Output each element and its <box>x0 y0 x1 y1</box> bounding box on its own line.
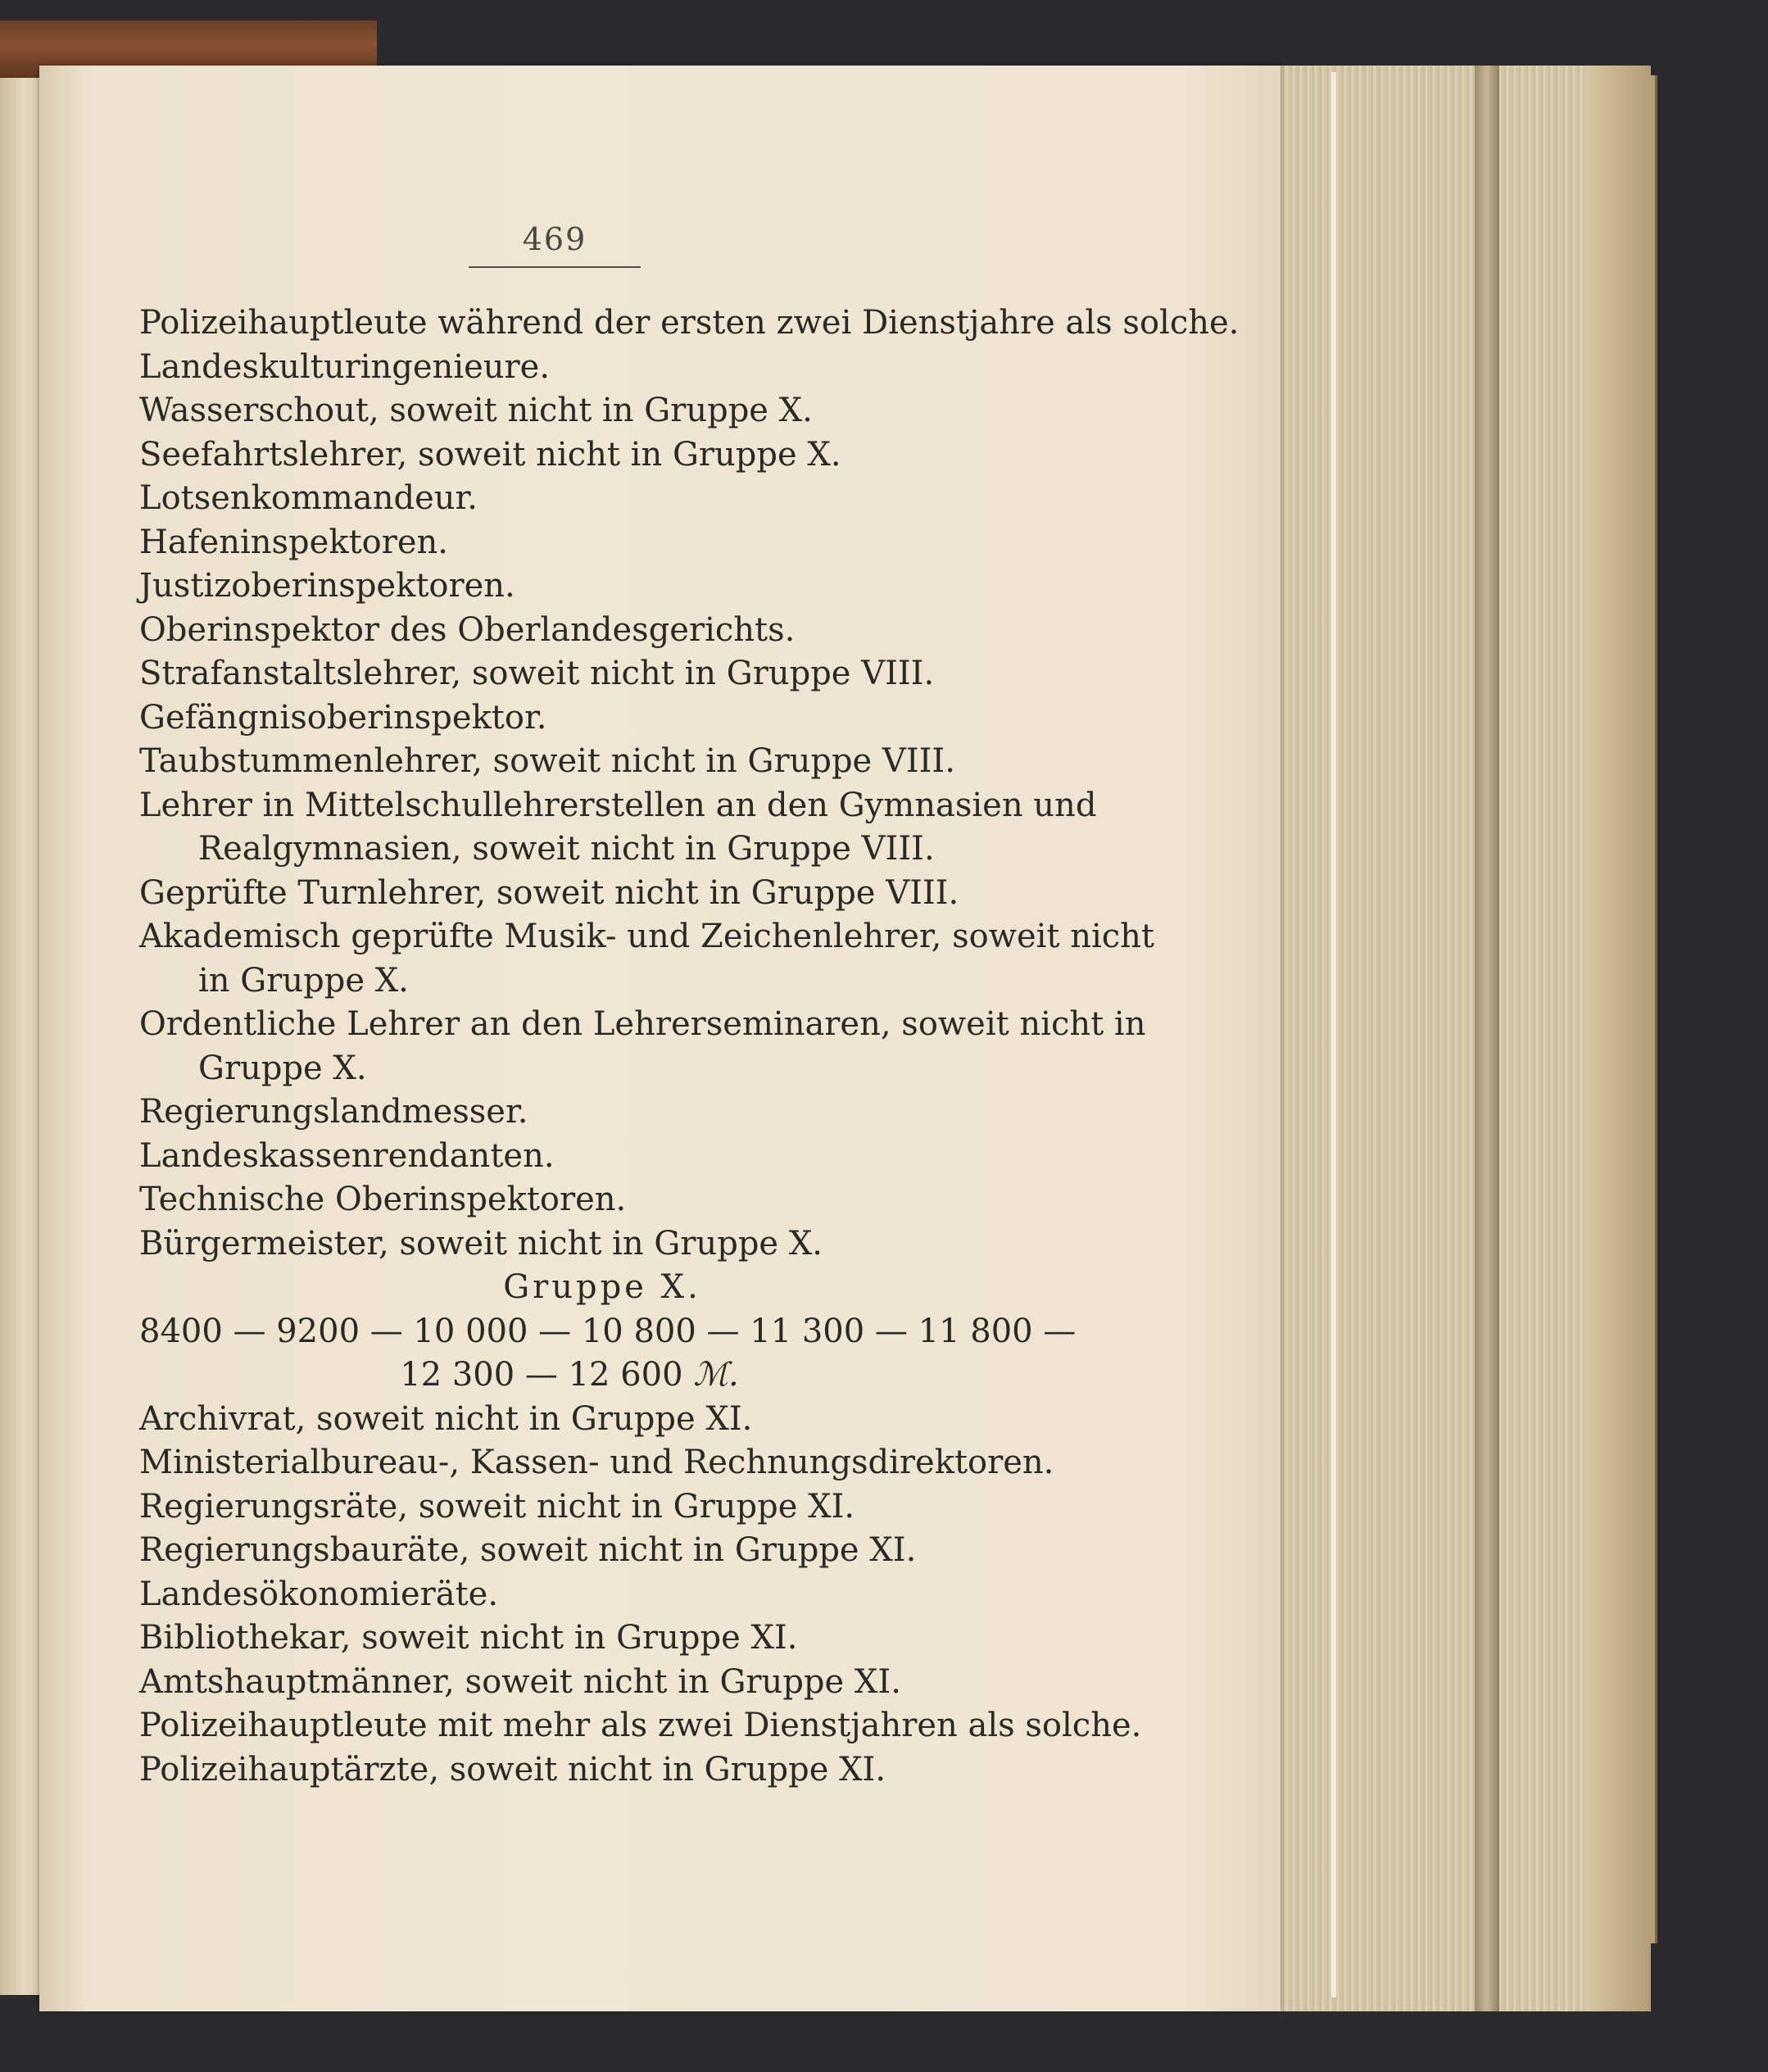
text-line: Ordentliche Lehrer an den Lehrerseminaren, soweit nicht in <box>139 1005 1146 1043</box>
text-line: Bibliothekar, soweit nicht in Gruppe XI. <box>139 1619 798 1657</box>
text-line: Justizoberinspektoren. <box>139 567 515 605</box>
salary-scale-end-values: 12 300 — 12 600 <box>400 1356 683 1394</box>
text-line: Taubstummenlehrer, soweit nicht in Gruppe VIII. <box>139 742 955 780</box>
text-line: Regierungsbauräte, soweit nicht in Gruppe XI. <box>139 1531 917 1569</box>
text-line: in Gruppe X. <box>198 961 409 1000</box>
page-text <box>139 302 1240 1792</box>
text-line: Geprüfte Turnlehrer, soweit nicht in Gruppe VIII. <box>139 873 959 912</box>
group-heading: Gruppe X. <box>503 1268 701 1306</box>
text-line: Gruppe X. <box>198 1049 367 1087</box>
text-line: Landesökonomieräte. <box>139 1575 499 1613</box>
text-line: Bürgermeister, soweit nicht in Gruppe X. <box>139 1224 823 1263</box>
text-line: Seefahrtslehrer, soweit nicht in Gruppe X. <box>139 435 841 474</box>
text-line: Lotsenkommandeur. <box>139 479 478 517</box>
text-line: Akademisch geprüfte Musik- und Zeichenlehrer, soweit nicht <box>139 918 1154 955</box>
page-number: 469 <box>522 221 587 257</box>
text-line: Regierungslandmesser. <box>139 1093 528 1131</box>
text-line: Strafanstaltslehrer, soweit nicht in Gruppe VIII. <box>139 655 935 692</box>
text-line: Landeskulturingenieure. <box>139 347 551 386</box>
page-stack-edge <box>1274 66 1651 2011</box>
currency-sign: ℳ. <box>693 1356 739 1394</box>
text-line: Polizeihauptleute während der ersten zwei Dienstjahre als solche. <box>139 304 1240 342</box>
text-line: Polizeihauptleute mit mehr als zwei Dienstjahren als solche. <box>139 1707 1142 1744</box>
text-line: Wasserschout, soweit nicht in Gruppe X. <box>139 392 813 429</box>
text-line: Ministerialbureau-, Kassen- und Rechnungsdirektoren. <box>139 1444 1054 1481</box>
text-line: Polizeihauptärzte, soweit nicht in Gruppe XI. <box>139 1750 886 1789</box>
text-line: Amtshauptmänner, soweit nicht in Gruppe XI. <box>139 1662 901 1701</box>
page-stack-shadow <box>1475 66 1499 2011</box>
page-stack-back <box>1585 66 1651 2011</box>
text-line: Regierungsräte, soweit nicht in Gruppe XI. <box>139 1487 855 1526</box>
text-line: Gefängnisoberinspektor. <box>139 698 547 737</box>
previous-page-edge <box>0 78 41 1995</box>
salary-scale: 8400 — 9200 — 10 000 — 10 800 — 11 300 — 11 800 — <box>139 1312 1077 1350</box>
text-line: Archivrat, soweit nicht in Gruppe XI. <box>139 1399 753 1438</box>
salary-scale-end <box>139 1353 1000 1398</box>
page-stack-highlight <box>1331 72 1336 1997</box>
text-line: Landeskassenrendanten. <box>139 1136 555 1175</box>
text-line: Technische Oberinspektoren. <box>139 1181 627 1218</box>
page-number-rule <box>469 266 641 268</box>
text-line: Oberinspektor des Oberlandesgerichts. <box>139 610 796 649</box>
text-line: Lehrer in Mittelschullehrerstellen an den Gymnasien und <box>139 786 1097 824</box>
text-line: Realgymnasien, soweit nicht in Gruppe VIII. <box>198 830 935 868</box>
text-line: Hafeninspektoren. <box>139 523 448 561</box>
